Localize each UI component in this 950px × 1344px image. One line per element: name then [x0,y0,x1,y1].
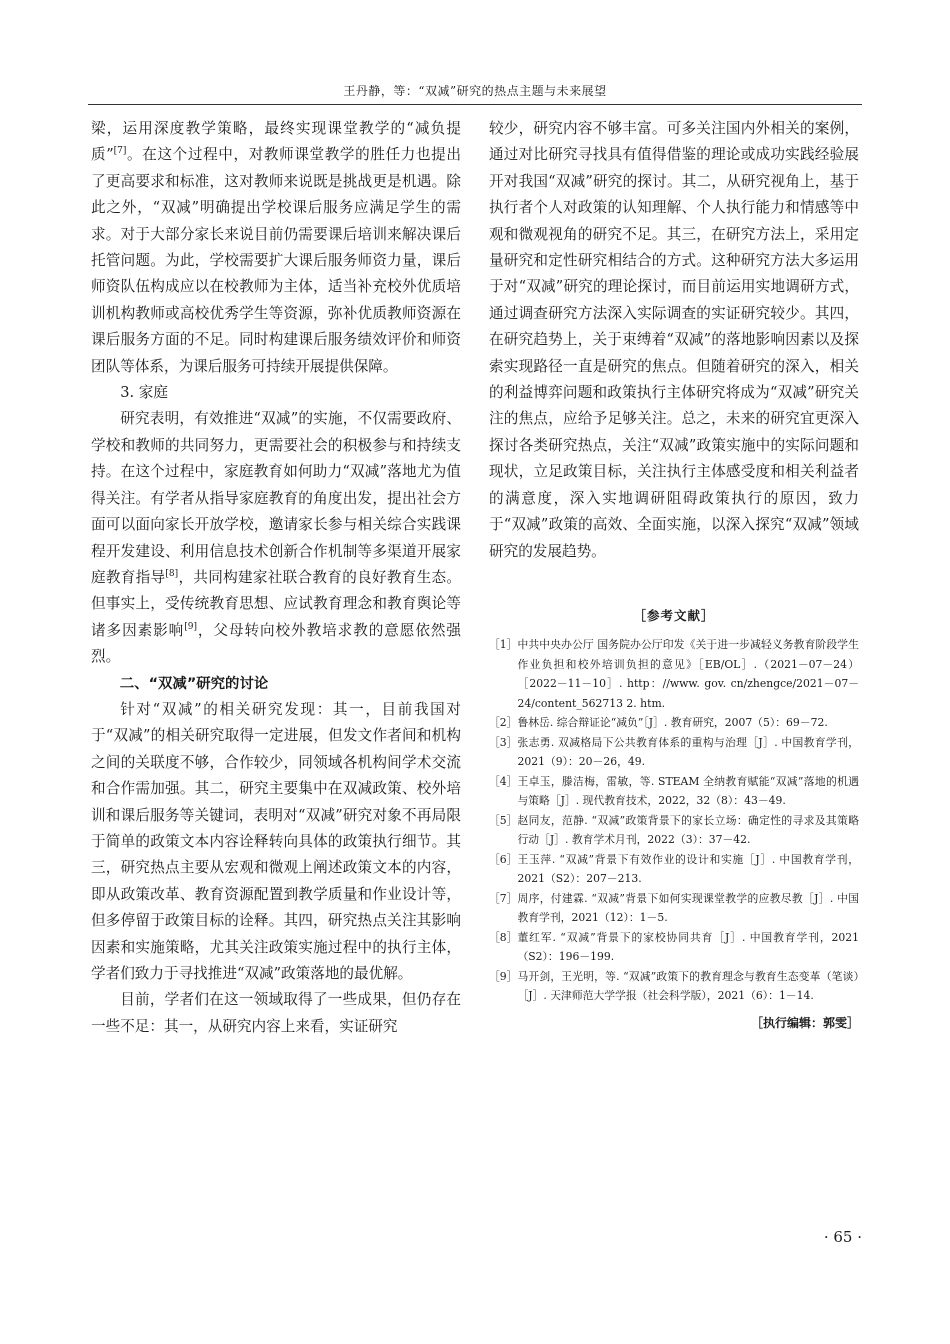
paragraph-text: 。在这个过程中，对教师课堂教学的胜任力也提出了更高要求和标准，这对教师来说既是挑战更是机遇。除此之外，“双减”明确提出学校课后服务应满足学生的需求。对于大部分家长来说目前仍需要课后培训来解决课后托管问题。为此，学校需要扩大课后服务师资力量，课后师资队伍构成应以在校教师为主体，适当补充校外优质培训机构教师或高校优秀学生等资源，弥补优质教师资源在课后服务方面的不足。同时构建课后服务绩效评价和师资团队等体系，为课后服务可持续开展提供保障。 [91,146,461,375]
paragraph: 针对“双减”的相关研究发现：其一，目前我国对于“双减”的相关研究取得一定进展，但发文作者间和机构之间的关联度不够，合作较少，同领域各机构间学术交流和合作需加强。其二，研究主要集中在双减政策、校外培训和课后服务等关键词，表明对“双减”研究对象不再局限于简单的政策文本内容诠释转向具体的政策执行细节。其三，研究热点主要从宏观和微观上阐述政策文本的内容，即从政策改革、教育资源配置到教学质量和作业设计等，但多停留于政策目标的诠释。其四，研究热点关注其影响因素和实施策略，尤其关注政策实施过程中的执行主体，学者们致力于寻找推进“双减”政策落地的最优解。 [91,700,461,982]
paragraph-text: 研究表明，有效推进“双减”的实施，不仅需要政府、学校和教师的共同努力，更需要社会的积极参与和持续支持。在这个过程中，家庭教育如何助力“双减”落地尤为值得关注。有学者从指导家庭教育的角度出发，提出社会方面可以面向家长开放学校，邀请家长参与相关综合实践课程开发建设、利用信息技术创新合作机制等多渠道开展家庭教育指导 [91,410,461,586]
reference-text: 王玉萍. “双减”背景下有效作业的设计和实施［J］. 中国教育学刊，2021（S2）：207－213. [517,852,859,886]
reference-item [489,928,859,967]
running-header: 王丹静，等：“双减”研究的热点主题与未来展望 [343,84,607,98]
reference-item [489,635,859,713]
reference-item [489,713,859,733]
paragraph [91,406,461,670]
subsection-heading: 3. 家庭 [120,384,168,402]
reference-item [489,889,859,928]
reference-item [489,811,859,850]
references-title: ［参考文献］ [633,607,715,623]
reference-text: 赵同友，范静. “双减”政策背景下的家长立场：确定性的寻求及其策略行动［J］. 教育学术月刊，2022（3）：37－42. [517,813,859,847]
reference-text: 张志勇. 双减格局下公共教育体系的重构与治理［J］. 中国教育学刊，2021（9）：20－26，49. [517,735,859,769]
reference-number: ［2］ [489,716,518,730]
right-column [489,116,859,1036]
left-column [91,116,461,1040]
reference-text: 中共中央办公厅 国务院办公厅印发《关于进一步减轻义务教育阶段学生作业负担和校外培训负担的意见》［EB/OL］.（2021－07－24）［2022－11－10］. http：//www. gov. cn/zhengce/2021－07－24/content_562713 2. htm. [517,638,859,710]
reference-text: 马开剑，王光明，等. “双减”政策下的教育理念与教育生态变革（笔谈）［J］. 天津师范大学学报（社会科学版），2021（6）：1－14. [517,969,859,1003]
paragraph [91,116,461,380]
reference-number: ［3］ [489,735,518,749]
paragraph-text: 梁，运用深度教学策略，最终实现课堂教学的“减负提质” [91,120,461,164]
reference-number: ［8］ [489,930,518,944]
reference-text: 王卓玉，滕洁梅，雷敏，等. STEAM 全纳教育赋能“双减”落地的机遇与策略［J］. 现代教育技术，2022，32（8）：43－49. [517,774,859,808]
reference-text: 鲁林岳. 综合辩证论“减负”［J］. 教育研究，2007（5）：69－72. [517,716,828,730]
reference-text: 周序，付建霖. “双减”背景下如何实现课堂教学的应教尽教［J］. 中国教育学刊，2021（12）：1－5. [517,891,859,925]
references-list [489,635,859,1006]
reference-number: ［9］ [489,969,518,983]
citation-mark: [8] [165,568,179,579]
header-rule [88,104,862,105]
reference-item [489,967,859,1006]
reference-number: ［6］ [489,852,518,866]
executive-editor: ［执行编辑：郭雯］ [750,1015,859,1030]
reference-item [489,850,859,889]
reference-number: ［1］ [489,638,518,652]
reference-number: ［4］ [489,774,518,788]
reference-item [489,772,859,811]
paragraph-text: ，共同构建家社联合教育的良好教育生态。但事实上，受传统教育思想、应试教育理念和教育舆论等诸多因素影响 [91,568,461,639]
citation-mark: [7] [113,146,127,157]
paragraph: 目前，学者们在这一领域取得了一些成果，但仍存在一些不足：其一，从研究内容上来看，实证研究 [91,991,461,1035]
section-heading: 二、“双减”研究的讨论 [119,675,269,692]
reference-text: 董红军. “双减”背景下的家校协同共育［J］. 中国教育学刊，2021（S2）：196－199. [517,930,859,964]
reference-number: ［5］ [489,813,518,827]
page-number: · 65 · [823,1228,862,1246]
citation-mark: [9] [184,621,197,632]
reference-number: ［7］ [489,891,518,905]
reference-item [489,733,859,772]
paragraph: 较少，研究内容不够丰富。可多关注国内外相关的案例，通过对比研究寻找具有值得借鉴的理论或成功实践经验展开对我国“双减”研究的探讨。其二，从研究视角上，基于执行者个人对政策的认知理解、个人执行能力和情感等中观和微观视角的研究不足。其三，在研究方法上，采用定量研究和定性研究相结合的方式。这种研究方法大多运用于对“双减”研究的理论探讨，而目前运用实地调研方式，通过调查研究方法深入实际调查的实证研究较少。其四，在研究趋势上，关于束缚着“双减”的落地影响因素以及探索实现路径一直是研究的焦点。但随着研究的深入，相关的利益博弈问题和政策执行主体研究将成为“双减”研究关注的焦点，应给予足够关注。总之，未来的研究宜更深入探讨各类研究热点，关注“双减”政策实施中的实际问题和现状，立足政策目标，关注执行主体感受度和相关利益者的满意度，深入实地调研阻碍政策执行的原因，致力于“双减”政策的高效、全面实施，以深入探究“双减”领域研究的发展趋势。 [489,120,859,560]
paragraph-text: ，父母转向校外教培求教的意愿依然强烈。 [91,621,461,666]
